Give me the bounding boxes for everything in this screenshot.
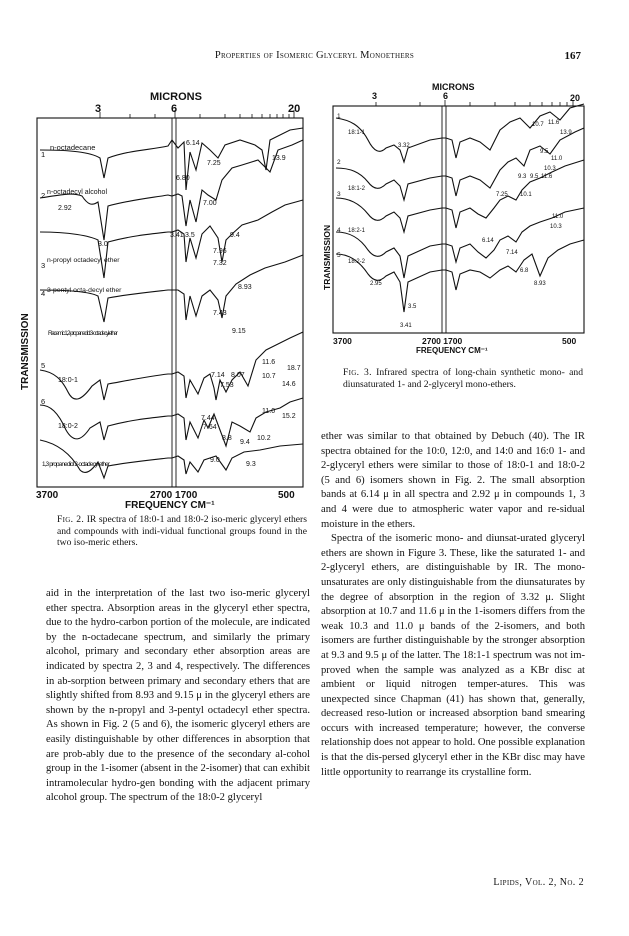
- fig2-spectrum-number: 4: [41, 289, 46, 298]
- fig2-spectrum-label: 3-pentyl octa-decyl ether: [47, 287, 122, 294]
- fig2-y-label: TRANSMISSION: [20, 313, 31, 390]
- fig2-annotation: 13.9: [272, 155, 286, 162]
- fig2-annotation: 11.6: [262, 359, 276, 366]
- fig3-annotation: 7.25: [496, 192, 508, 198]
- right-paragraph-1: ether was similar to that obtained by Debuch (40). The IR spectra obtained for the 10:0, 12:0, and 14:0 and 16:0 1- and 2-glyceryl ethers were similar to those of 18:0-1 and 18:0-2 (5 and 6) isomers shown in Fig. 2. The small absorption bands at 6.14 μ in all spectra and 2.92 μ in compounds 1, 3 and 4 were due to atmospheric water vapor and re-sidual moisture in the ethers.: [321, 431, 585, 530]
- fig2-annotation: 6.14: [186, 140, 200, 147]
- fig3-annotation: 10.7: [532, 122, 544, 128]
- fig3-annotation: 3.5: [408, 304, 417, 310]
- fig2-annotation: 7.25: [207, 160, 221, 167]
- fig3-spectrum-number: 3: [337, 191, 341, 198]
- fig2-annotation: 10.7: [262, 373, 276, 380]
- fig2-annotation: 9.3: [246, 461, 256, 468]
- fig2-annotation: 3.0: [98, 241, 108, 248]
- left-column: [46, 587, 310, 806]
- fig2-annotation: 7.32: [213, 260, 227, 267]
- fig3-annotation: 9.5: [540, 149, 549, 155]
- fig2-x-tick: 2700 1700: [150, 490, 198, 501]
- fig2-frame: [37, 118, 303, 487]
- fig3-x-tick: 3700: [333, 336, 352, 346]
- fig2-annotation: 3.41: [170, 232, 184, 239]
- fig2-annotation: 2.92: [58, 205, 72, 212]
- fig3-caption-label: Fig. 3.: [343, 367, 372, 378]
- fig3-annotation: 3.41: [400, 323, 412, 329]
- fig3-annotation: 10.3: [544, 166, 556, 172]
- fig3-x-tick: 2700 1700: [422, 336, 463, 346]
- fig2-micron-tick: 3: [95, 103, 102, 115]
- fig3-annotation: 11.6: [548, 120, 560, 126]
- page-number: 167: [564, 50, 581, 62]
- fig2-spectrum-label: 18:0-1: [58, 377, 78, 384]
- left-paragraph: aid in the interpretation of the last two iso-meric glyceryl ether spectra. Absorption areas in the glyceryl ether spectra, due to the hydro-carbon portion of the molecule, are indicated by the n-octadecane spectrum, and similarly the primary alcohol, primary and secondary ether absorption areas are indicated by spectra 2, 3 and 4, respectively. The differences in ab-sorption between primary and secondary ethers that are slightly shifted from 8.93 and 9.15 μ in the glyceryl ethers are shown by the n-propyl and 3-pentyl octadecyl ether spectra. As shown in Fig. 2 (5 and 6), the isomeric glyceryl ethers are easily distinguishable by other differences in absorption that are prob-ably due to the presence of the secondary al-cohol group in the 1-isomer (absent in the 2-isomer) that can exhibit intramolecular hydro-gen bonding with the adjacent primary alcohol group. The spectrum of the 18:0-2 glyceryl: [46, 588, 310, 804]
- fig2-spectrum-label: n-octadecane: [50, 143, 96, 152]
- fig3-spectrum-number: 2: [337, 159, 341, 166]
- fig2-annotation: 3.5: [185, 232, 195, 239]
- fig2-annotation: 7.96: [213, 248, 227, 255]
- fig3-annotation: 8.93: [534, 281, 546, 287]
- fig3-spectrum-label: 18:1-2: [348, 186, 366, 192]
- fig2-annotation: 9.0: [210, 457, 220, 464]
- fig2-spectrum-label: 1,3 propanediol 2-octadecyl ether: [42, 461, 110, 468]
- fig2-microns-label: MICRONS: [150, 91, 202, 103]
- fig2-spectrum-label: Racemic 1,2-propanediol 3-octadecyl ether: [48, 330, 118, 337]
- running-title: Properties of Isomeric Glyceryl Monoethers: [214, 50, 415, 61]
- fig2-spectrum-number: 1: [41, 150, 46, 159]
- fig2-annotation: 10.2: [257, 435, 271, 442]
- fig2-spectrum-label: n-propyl octadecyl ether: [47, 257, 120, 264]
- right-paragraph-2: Spectra of the isomeric mono- and diunsat-urated glyceryl ethers are shown in Figure 3. These, like the saturated 1- and 2-glyceryl ethers, are distinguishable by IR. The mono-unsaturates are only distinguishable from the diunsaturates by the degree of absorption in the region of 3.32 μ. Slight absorption at 10.7 and 11.6 μ in the 1-isomers differs from the weak 10.3 and 11.0 μ bands of the 2-isomers, and both isomers are further distinguishable by the stronger absorption at 9.3 and 9.5 μ of the latter. The 18:1-1 spectrum was not im-proved when the sample was analyzed as a KBr disc at ambient or liquid nitrogen temper-atures. This was unexpected since Chapman (41) has shown that, generally, decreased reso-lution or increased absorption band smearing occurs with increased temperature; however, the converse relationship does not appear to hold. One possible explanation is that the dis-persed glyceryl ether in the KBr disc may have little opportunity to rearrange its crystalline form.: [321, 533, 585, 778]
- fig2-spectrum-label: n-octadecyl alcohol: [47, 189, 107, 196]
- fig2-annotation: 7.64: [203, 424, 217, 431]
- fig3-annotation: 3.32: [398, 143, 410, 149]
- fig3-annotation: 6.8: [520, 268, 529, 274]
- fig3-spectrum-number: 1: [337, 113, 341, 120]
- fig2-annotation: 18.7: [287, 365, 301, 372]
- fig3-annotation: 9.5: [530, 174, 539, 180]
- fig2-spectrum-number: 6: [41, 397, 46, 406]
- fig2-caption-text: IR spectra of 18:0-1 and 18:0-2 iso-meric glyceryl ethers and compounds with indi-vidual functional groups found in the two iso-meric ethers.: [57, 514, 307, 548]
- fig2-x-tick: 3700: [36, 490, 59, 501]
- fig2-micron-tick: 6: [171, 103, 178, 115]
- fig2-spectrum-number: 3: [41, 261, 46, 270]
- fig2-annotation: 9.4: [230, 232, 240, 239]
- fig2-annotation: 15.2: [282, 413, 296, 420]
- fig3-annotation: 7.14: [506, 250, 518, 256]
- fig3-annotation: 11.0: [552, 214, 564, 220]
- right-column: [321, 430, 585, 780]
- fig3-spectrum-label: 18:1-1: [348, 130, 366, 136]
- journal-footer: Lipids, Vol. 2, No. 2: [493, 877, 584, 888]
- fig2-caption-label: Fig. 2.: [57, 514, 85, 525]
- fig3-spectrum-number: 4: [337, 227, 341, 234]
- fig3-annotation: 13.9: [560, 130, 572, 136]
- fig3-annotation: 9.3: [518, 174, 527, 180]
- fig3-caption: [343, 367, 583, 390]
- fig2-micron-tick: 20: [288, 103, 301, 115]
- fig3-annotation: 6.14: [482, 238, 494, 244]
- fig2-annotation: 8.93: [238, 284, 252, 291]
- fig3-caption-text: Infrared spectra of long-chain synthetic mono- and diunsaturated 1- and 2-glyceryl mono-ethers.: [343, 367, 583, 390]
- fig3-micron-tick: 20: [570, 93, 581, 103]
- fig3-micron-tick: 6: [443, 91, 449, 101]
- fig2-annotation: 7.00: [203, 200, 217, 207]
- fig2-annotation: 7.53: [220, 382, 234, 389]
- fig2-caption: [57, 514, 307, 549]
- fig3-annotation: 11.0: [551, 156, 563, 162]
- fig2-x-tick: 500: [278, 490, 295, 501]
- fig2-annotation: 7.44: [201, 415, 215, 422]
- fig3-x-label: FREQUENCY CM⁻¹: [416, 346, 488, 355]
- fig3-annotation: 10.3: [550, 224, 562, 230]
- fig3-spectrum-number: 5: [337, 252, 341, 259]
- fig2-annotation: 9.15: [232, 328, 246, 335]
- fig3-spectrum-label: 18:2-2: [348, 259, 366, 265]
- fig2-annotation: 8.07: [231, 372, 245, 379]
- fig3-y-label: TRANSMISSION: [322, 224, 332, 290]
- fig3-micron-tick: 3: [372, 91, 378, 101]
- fig3-spectrum-label: 18:2-1: [348, 228, 366, 234]
- fig2-annotation: 6.80: [176, 175, 190, 182]
- fig3-annotation: 11.6: [541, 174, 553, 180]
- fig2-annotation: 8.8: [222, 435, 232, 442]
- fig3-microns-label: MICRONS: [432, 82, 475, 92]
- fig3-x-tick: 500: [562, 336, 577, 346]
- fig2-annotation: 11.0: [262, 408, 276, 415]
- fig2-annotation: 7.14: [211, 372, 225, 379]
- fig2-spectrum-label: 18:0-2: [58, 423, 78, 430]
- fig3-annotation: 10.1: [520, 192, 532, 198]
- fig2-spectrum-number: 2: [41, 191, 46, 200]
- fig2-annotation: 14.6: [282, 381, 296, 388]
- fig2-annotation: 7.43: [213, 310, 227, 317]
- fig2-x-label: FREQUENCY CM⁻¹: [125, 500, 215, 511]
- fig3-annotation: 2.95: [370, 281, 382, 287]
- fig2-annotation: 9.4: [240, 439, 250, 446]
- fig2-spectrum-number: 5: [41, 361, 46, 370]
